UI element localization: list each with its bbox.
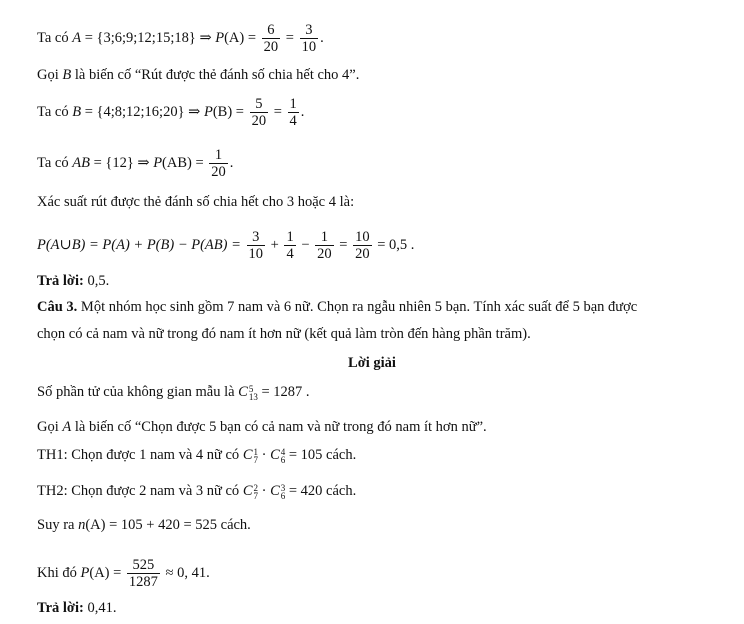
fraction [284,229,295,262]
denominator: 4 [289,113,297,129]
answer-label: Trả lời: [37,273,84,289]
formula-lhs: P(A∪B) = P(A) + P(B) − P(AB) = [37,236,245,253]
text: = 1287 . [257,384,310,400]
numerator: 1 [209,147,228,164]
fraction [288,96,299,129]
prob-ab: (AB) = [162,154,208,171]
superscript: 4 [280,446,286,457]
line-question [37,193,354,211]
numerator: 3 [300,22,319,39]
text: Gọi [37,419,63,435]
superscript: 1 [253,446,258,457]
answer-value: 0,5. [83,273,110,289]
period: . [320,29,324,46]
dot: · [257,483,271,499]
combination-symbol: C [242,483,253,499]
fraction [127,557,160,590]
numerator: 1 [315,229,334,246]
text: TH2: Chọn được 2 nam và 3 nữ có [37,483,243,499]
answer-value: 0,41. [83,600,117,616]
prob-symbol: P [203,103,213,120]
subscript: 7 [253,490,258,501]
solution-heading: Lời giải [348,355,396,371]
subscript: 7 [253,454,258,465]
text: Xác suất rút được thẻ đánh số chia hết cho 3 hoặc 4 là: [37,194,355,210]
line-define-a [37,418,487,436]
denominator: 4 [286,246,294,262]
text: = 105 cách. [285,447,357,463]
prob-a: (A) = [224,29,260,46]
text: Khi đó [37,564,81,581]
result: = 0,5 . [377,236,415,253]
line-union-formula [37,229,414,262]
equals: = [285,29,294,46]
numerator: 5 [250,96,269,113]
period: . [229,154,234,171]
combination-symbol: C [270,447,280,463]
text: Ta có [37,29,69,46]
denominator: 20 [317,246,332,262]
fraction [315,229,334,262]
numerator: 6 [262,22,281,39]
fraction [247,229,266,262]
denominator: 1287 [128,574,158,590]
text: Số phần tử của không gian mẫu là [37,384,239,400]
line-pa-a [37,22,324,55]
var-a: A [72,29,82,46]
subscript: 13 [248,391,258,402]
numerator: 525 [127,557,160,574]
answer-label: Trả lời: [37,600,84,616]
denominator: 20 [263,39,279,55]
text: Ta có [37,103,69,120]
period: . [300,103,305,120]
var-b: B [72,103,82,120]
equals: = [273,103,282,120]
prob-a: (A) = [89,564,125,581]
fraction [250,96,269,129]
prob-symbol: P [80,564,90,581]
var-b: B [62,67,72,83]
indices [249,385,258,401]
equals: = [339,236,348,253]
line-case-1 [37,446,356,464]
prob-symbol: P [153,154,163,171]
superscript: 3 [280,482,286,493]
text: TH1: Chọn được 1 nam và 4 nữ có [37,447,243,463]
subscript: 6 [280,490,286,501]
fraction [262,22,281,55]
var-a: A [62,419,72,435]
fraction [209,147,228,180]
answer-line [37,599,116,617]
set-ab: = {12} ⇒ [89,154,154,171]
answer-line [37,272,109,290]
line-case-2 [37,482,356,500]
text: ≈ 0, 41. [165,564,210,581]
text: = 420 cách. [285,483,357,499]
prob-symbol: P [215,29,225,46]
set-b: = {4;8;12;16;20} ⇒ [81,103,204,120]
superscript: 5 [248,383,254,394]
denominator: 10 [248,246,263,262]
denominator: 20 [251,113,267,129]
prob-b: (B) = [212,103,248,120]
text: là biến cố “Rút được thẻ đánh số chia hết cho 4”. [71,67,360,83]
numerator: 10 [355,229,370,245]
question-label: Câu 3. [37,299,78,315]
combination-symbol: C [238,384,248,400]
text: Suy ra [37,517,79,533]
question-line-1 [37,298,637,316]
subscript: 6 [280,454,286,465]
var-n: n [78,517,86,533]
line-count [37,516,251,534]
superscript: 2 [253,482,258,493]
text: Ta có [37,154,69,171]
line-result [37,557,210,590]
text: (A) = 105 + 420 = 525 cách. [85,517,251,533]
numerator: 1 [286,229,294,245]
text: là biến cố “Chọn được 5 bạn có cả nam và nữ trong đó nam ít hơn nữ”. [71,419,487,435]
line-define-b [37,66,359,84]
dot: · [257,447,271,463]
numerator: 1 [289,96,297,112]
fraction [300,22,319,55]
question-text: Một nhóm học sinh gồm 7 nam và 6 nữ. Chọn ra ngẫu nhiên 5 bạn. Tính xác suất để 5 bạn được [77,299,638,315]
denominator: 20 [211,164,226,180]
question-text: chọn có cả nam và nữ trong đó nam ít hơn nữ (kết quả làm tròn đến hàng phần trăm). [37,326,531,342]
denominator: 10 [301,39,317,55]
plus: + [270,236,279,253]
fraction [353,229,372,262]
combination-symbol: C [242,447,253,463]
minus: − [301,236,310,253]
line-pb [37,96,304,129]
denominator: 20 [355,246,370,262]
line-sample-space [37,383,310,401]
text: Gọi [37,67,63,83]
line-pab [37,147,233,180]
numerator: 3 [247,229,266,246]
combination-symbol: C [270,483,280,499]
question-line-2 [37,325,531,343]
set-a: = {3;6;9;12;15;18} ⇒ [81,29,216,46]
var-ab: AB [72,154,90,171]
